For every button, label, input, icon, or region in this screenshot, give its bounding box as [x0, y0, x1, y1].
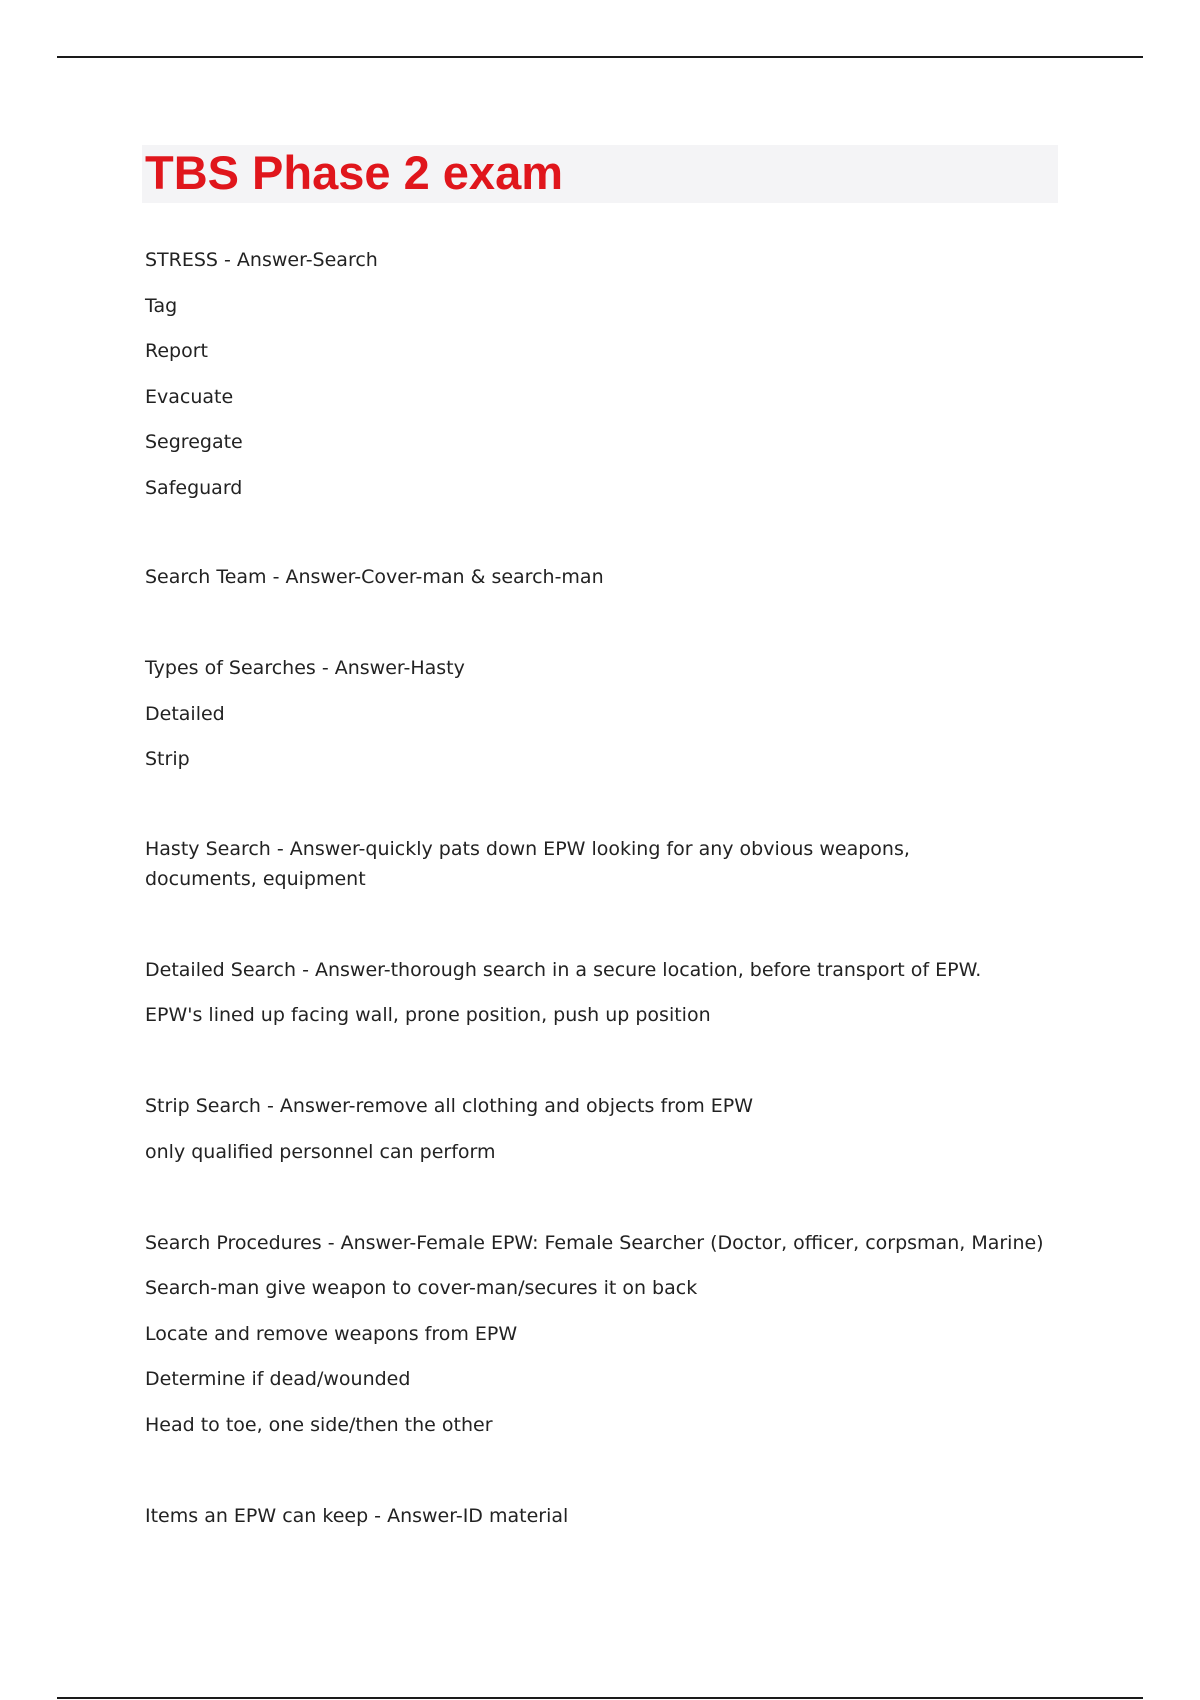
text-line: Strip: [145, 748, 190, 770]
text-line: Locate and remove weapons from EPW: [145, 1323, 518, 1345]
text-line: Search-man give weapon to cover-man/secures it on back: [145, 1277, 698, 1299]
text-line: Items an EPW can keep - Answer-ID material: [145, 1505, 569, 1527]
top-rule: [57, 56, 1143, 58]
text-line: Report: [145, 340, 208, 362]
text-line: STRESS - Answer-Search: [145, 249, 378, 271]
bottom-rule: [57, 1697, 1143, 1699]
text-line: Hasty Search - Answer-quickly pats down EPW looking for any obvious weapons, documents, equipment: [145, 838, 910, 890]
text-line: Types of Searches - Answer-Hasty: [145, 657, 465, 679]
text-line: Segregate: [145, 431, 243, 453]
text-line: EPW's lined up facing wall, prone position, push up position: [145, 1004, 711, 1026]
text-line: Tag: [145, 295, 178, 317]
text-line: Head to toe, one side/then the other: [145, 1414, 493, 1436]
text-line: only qualified personnel can perform: [145, 1141, 496, 1163]
text-line: Detailed: [145, 703, 225, 725]
text-line: Strip Search - Answer-remove all clothing and objects from EPW: [145, 1095, 753, 1117]
text-line: Evacuate: [145, 386, 234, 408]
text-line: Search Procedures - Answer-Female EPW: Female Searcher (Doctor, officer, corpsman, Marine): [145, 1232, 1044, 1254]
text-line: Detailed Search - Answer-thorough search in a secure location, before transport of EPW.: [145, 959, 982, 981]
text-line: Safeguard: [145, 477, 243, 499]
document-title: TBS Phase 2 exam: [145, 146, 563, 199]
text-line: Search Team - Answer-Cover-man & search-man: [145, 566, 604, 588]
text-line: Determine if dead/wounded: [145, 1368, 411, 1390]
